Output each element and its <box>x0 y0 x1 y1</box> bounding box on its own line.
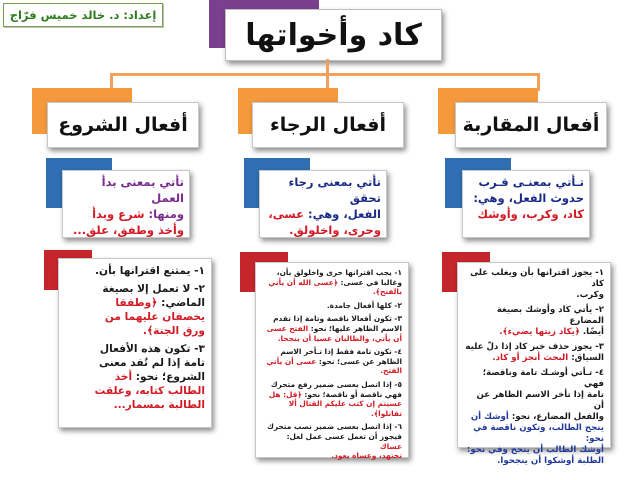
connector-vertical-main <box>326 59 329 74</box>
rules-hope: ١- يجب اقترانها حرى واخلولق بأن، وغالبا في عسى: ﴿عسى الله أن يأتي بالفتح﴾. ٢- كلها أفعال جامدة. ٣- تكون أفعالا ناقصة وتامة إذا تقدم الاسم الظاهر عليها؛ نحو: الفتح عسى أن يأتي، والطالبان عسيا أن ينجحا. ٤- تكون تامة فقط إذا تـأخر الاسم الظاهر عن عسى؛ نحو: عسى أن يأتي الفتح. ٥- إذا اتصل بعسى ضمير رفع متحرك فهي ناقصة أو ناقصة؛ نحو: ﴿قل: هل عسيتم إن كتب عليكم القتال ألا تقاتلوا﴾. ٦- إذا اتصل بعسى ضمير نصب متحرك فيجوز أن تعمل عسى عمل لعل: عساك تجتهد، وعساه يعود. <box>255 262 409 458</box>
author-label: إعداد: د. خالد خميس فرّاج <box>3 3 163 27</box>
definition-hope: تأتي بمعنى رجاء تحقق الفعل، وهي: عسى، وحرى، واخلولق. <box>259 170 387 238</box>
connector-horizontal <box>110 73 539 76</box>
definition-approach: تـأتي بمعنـى قـرب حدوث الفعل، وهي: كاد، وكرب، وأوشك <box>462 170 590 238</box>
rules-start: ١- يمتنع اقترانها بأن. ٢- لا تعمل إلا بصيغة الماضي: ﴿وطفقا يخصفان عليهما من ورق الجنة﴾. ٣- تكون هذه الأفعال تامة إذا لم تُفد معنى الشروع؛ نحو: أخذ الطالب كتابه، وعلقت الطالبة بمسمار... <box>58 258 212 428</box>
page-title: كاد وأخواتها <box>225 9 442 61</box>
header-start: أفعال الشروع <box>47 102 199 148</box>
rules-approach: ١- يجوز اقترانها بأن ويغلب على كاد وكرب. ٢- يأتي كاد وأوشك بصيغة المضارع أيضًا. ﴿يكاد زيتها يضيء﴾. ٣- يجوز حذف خبر كاد إذا دلّ عليه السياق: البحث أنجز أو كاد. ٤- تـأتي أوشـك تامة وناقصة؛ فهي تامة إذا تأخر الاسم الظاهر عن أن والفعل المضارع، نحو: أوشك أن ينجح الطالب، وتكون ناقصة في نحو: أوشك الطالب أن ينجح وفي نحو: الطلبة أوشكوا أن ينجحوا. <box>457 262 611 448</box>
header-approach: أفعال المقاربة <box>455 102 607 148</box>
header-hope: أفعال الرجاء <box>252 102 404 148</box>
definition-start: تأتي بمعنى بدأ العمل ومنها: شرع وبدأ وأخذ وطفق، علق... <box>62 170 190 238</box>
